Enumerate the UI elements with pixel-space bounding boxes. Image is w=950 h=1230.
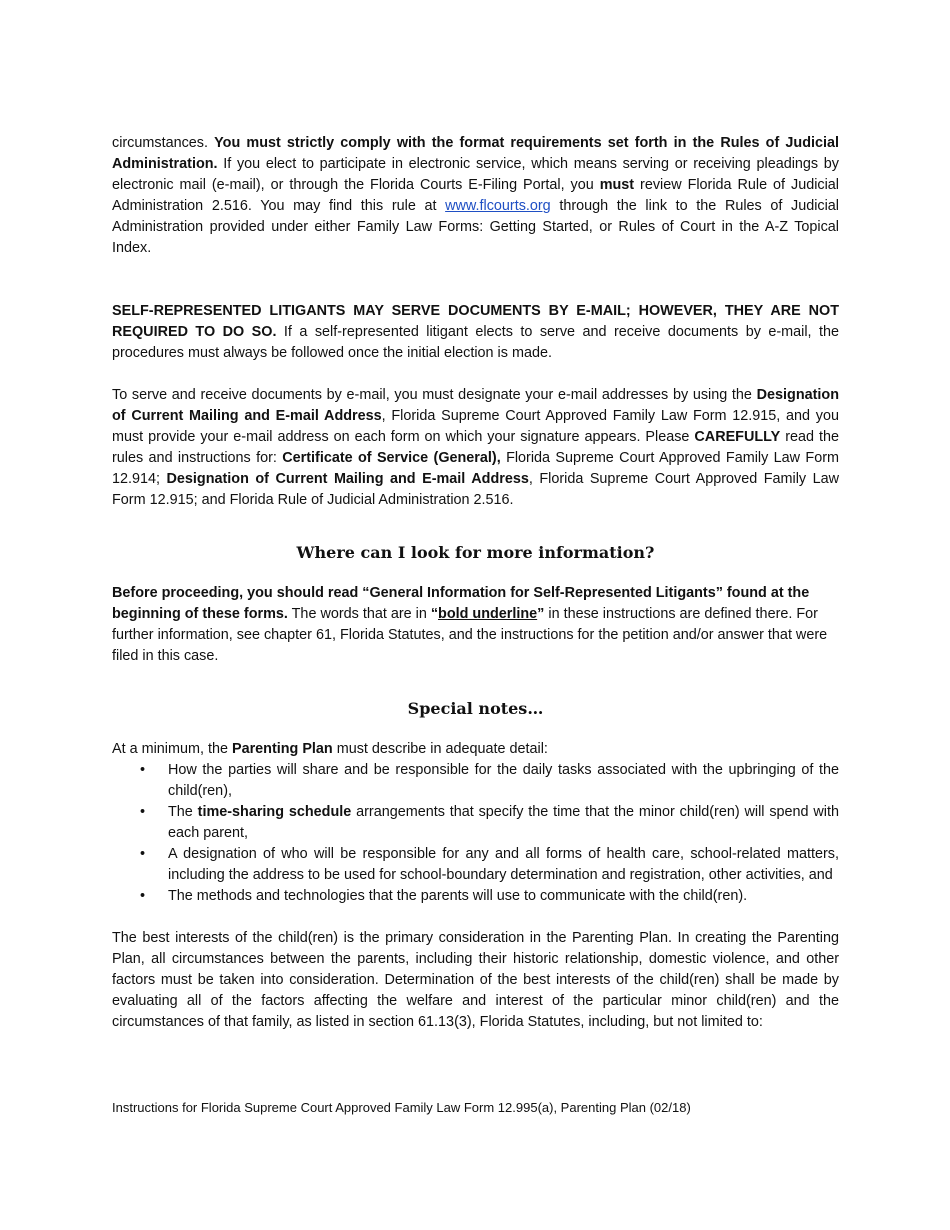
paragraph-before-proceeding: Before proceeding, you should read “General Information for Self-Represented Litigants” found at the beginning of these forms. The words that are in “bold underline” in these instructions are defined there. For further information, see chapter 61, Florida Statutes, and the instructions for the petition and/or answer that were filed in this case. (112, 585, 828, 664)
document-body (112, 133, 839, 1033)
list-item: • The methods and technologies that the parents will use to communicate with the child(ren). (168, 886, 839, 907)
paragraph-best-interests: The best interests of the child(ren) is the primary consideration in the Parenting Plan. In creating the Parenting Plan, all circumstances between the parents, including their historic relationship, domestic violence, and other factors must be taken into consideration. Determination of the best interests of the child(ren) shall be made by evaluating all of the factors affecting the welfare and interest of the particular minor child(ren) and the circumstances of that family, as listed in section 61.13(3), Florida Statutes, including, but not limited to: (112, 930, 839, 1030)
parenting-plan-requirements-list (112, 760, 839, 907)
paragraph-minimum: At a minimum, the Parenting Plan must describe in adequate detail: (112, 741, 548, 757)
list-item: • How the parties will share and be responsible for the daily tasks associated with the upbringing of the child(ren), (168, 760, 839, 802)
list-item: • The time-sharing schedule arrangements that specify the time that the minor child(ren) will spend with each parent, (168, 802, 839, 844)
paragraph-email-service: SELF-REPRESENTED LITIGANTS MAY SERVE DOCUMENTS BY E-MAIL; HOWEVER, THEY ARE NOT REQUIRED TO DO SO. If a self-represented litigant elects to serve and receive documents by e-mail, the procedures must always be followed once the initial election is made. (112, 303, 839, 361)
flcourts-link[interactable]: www.flcourts.org (445, 198, 551, 214)
list-item: • A designation of who will be responsible for any and all forms of health care, school-related matters, including the address to be used for school-boundary determination and registration, other activities, and (168, 844, 839, 886)
heading-more-information: Where can I look for more information? (296, 543, 655, 562)
paragraph-rules-compliance: circumstances. You must strictly comply with the format requirements set forth in the Rules of Judicial Administration. If you elect to participate in electronic service, which means serving or receiving pleadings by electronic mail (e-mail), or through the Florida Courts E-Filing Portal, you must review Florida Rule of Judicial Administration 2.516. You may find this rule at www.flcourts.org through the link to the Rules of Judicial Administration provided under either Family Law Forms: Getting Started, or Rules of Court in the A-Z Topical Index. (112, 135, 840, 256)
heading-special-notes: Special notes… (407, 699, 544, 718)
page-footer: Instructions for Florida Supreme Court Approved Family Law Form 12.995(a), Parenting Plan (02/18) (112, 1100, 691, 1115)
paragraph-designation: To serve and receive documents by e-mail, you must designate your e-mail addresses by using the Designation of Current Mailing and E-mail Address, Florida Supreme Court Approved Family Law Form 12.915, and you must provide your e-mail address on each form on which your signature appears. Please CAREFULLY read the rules and instructions for: Certificate of Service (General), Florida Supreme Court Approved Family Law Form 12.914; Designation of Current Mailing and E-mail Address, Florida Supreme Court Approved Family Law Form 12.915; and Florida Rule of Judicial Administration 2.516. (112, 387, 840, 508)
